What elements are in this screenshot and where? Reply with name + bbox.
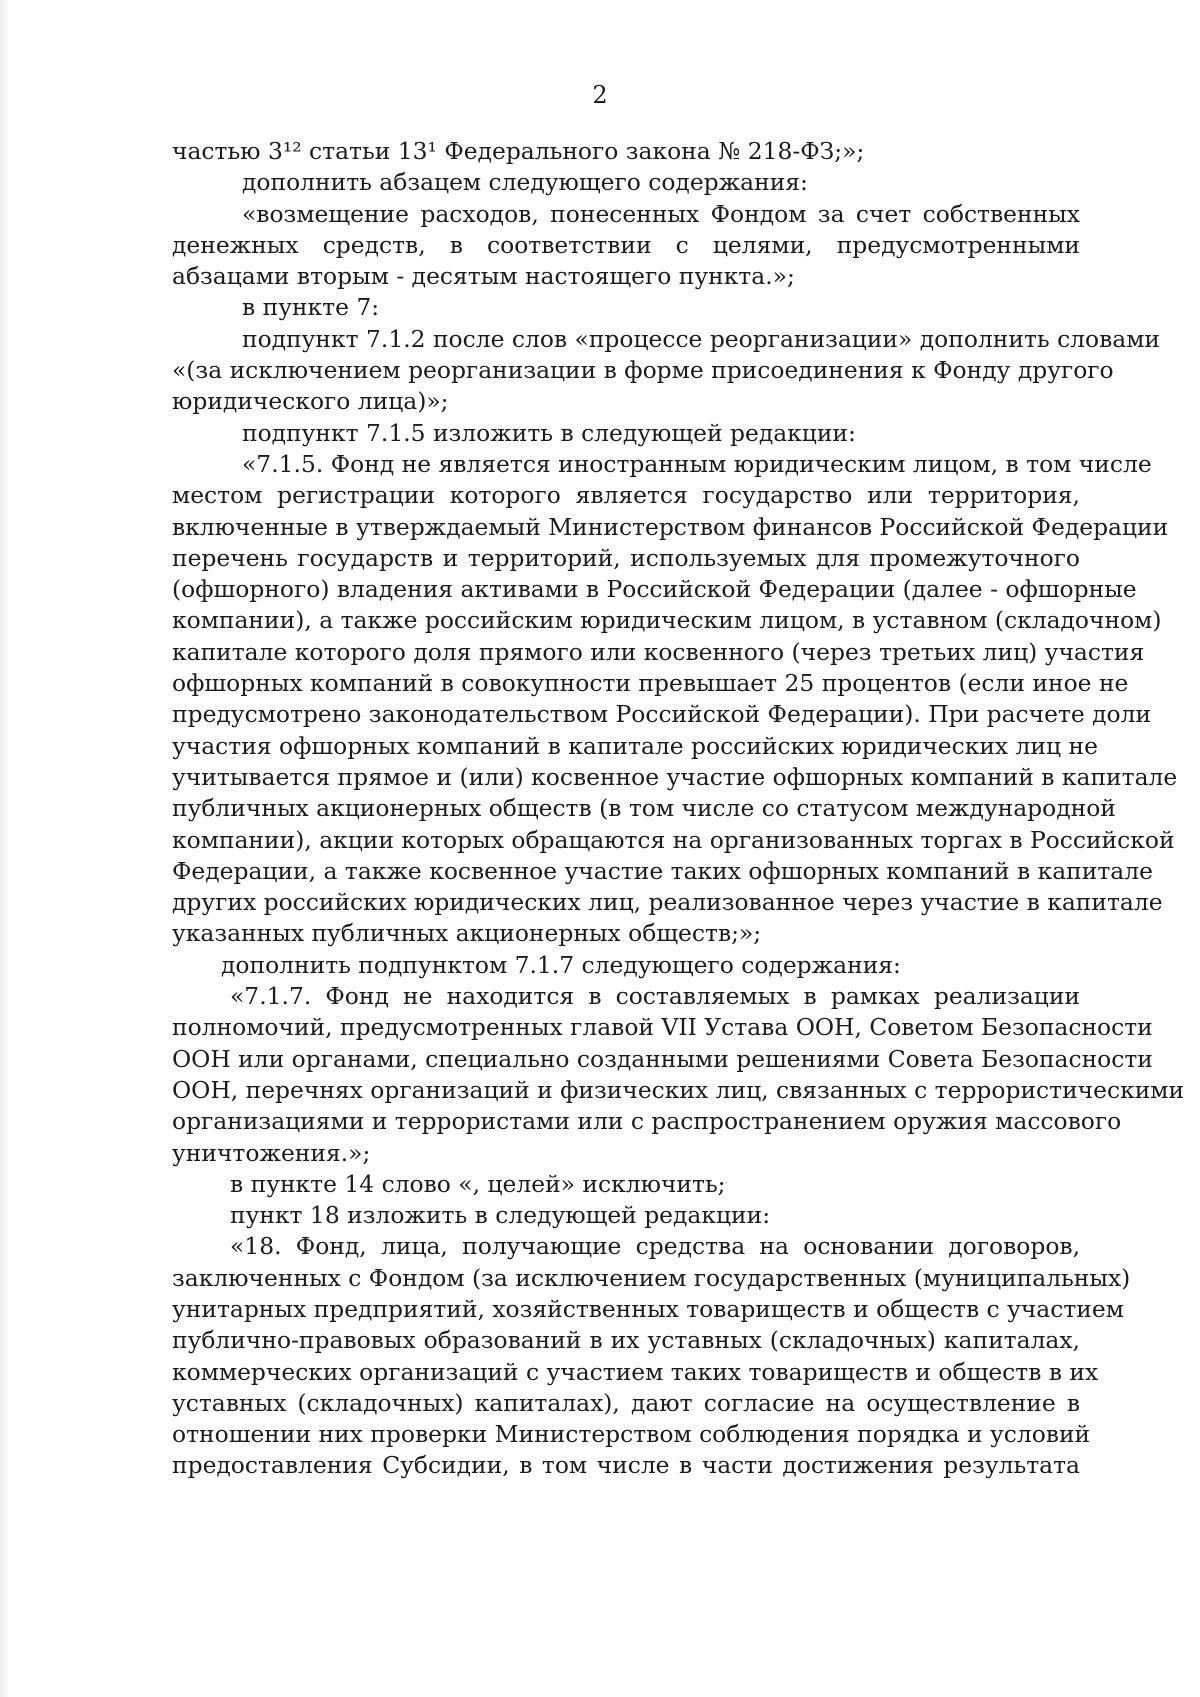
text-line: пункт 18 изложить в следующей редакции: — [230, 1201, 771, 1230]
text-line: включенные в утверждаемый Министерством финансов Российской Федерации — [172, 512, 1169, 541]
text-line: перечень государств и территорий, используемых для промежуточного — [172, 543, 1080, 572]
text-line: частью 3¹² статьи 13¹ Федерального закона № 218-ФЗ;»; — [172, 137, 865, 165]
text-line: капитале которого доля прямого или косвенного (через третьих лиц) участия — [172, 637, 1145, 666]
text-line: предусмотрено законодательством Российской Федерации). При расчете доли — [172, 700, 1152, 729]
text-line: публичных акционерных обществ (в том числе со статусом международной — [172, 794, 1116, 823]
text-line: Федерации, а также косвенное участие таких офшорных компаний в капитале — [172, 856, 1153, 885]
text-line: «7.1.7. Фонд не находится в составляемых в рамках реализации — [230, 982, 1080, 1011]
text-line: (офшорного) владения активами в Российской Федерации (далее - офшорные — [172, 575, 1137, 604]
text-line: заключенных с Фондом (за исключением государственных (муниципальных) — [172, 1263, 1131, 1292]
text-line: «возмещение расходов, понесенных Фондом за счет собственных — [242, 199, 1080, 228]
text-line: отношении них проверки Министерством соблюдения порядка и условий — [172, 1420, 1091, 1449]
text-line: подпункт 7.1.2 после слов «процессе реорганизации» дополнить словами — [242, 324, 1161, 353]
text-line: юридического лица)»; — [172, 387, 449, 416]
text-line: ООН, перечнях организаций и физических лиц, связанных с террористическими — [172, 1075, 1185, 1104]
text-line: абзацами вторым - десятым настоящего пункта.»; — [172, 262, 795, 291]
text-line: местом регистрации которого является государство или территория, — [172, 481, 1080, 510]
text-line: компании), акции которых обращаются на организованных торгах в Российской — [172, 825, 1175, 854]
text-line: «7.1.5. Фонд не является иностранным юридическим лицом, в том числе — [242, 449, 1152, 478]
scan-edge — [0, 0, 10, 1697]
page-number: 2 — [592, 81, 608, 109]
text-line: уничтожения.»; — [172, 1138, 371, 1167]
text-line: «18. Фонд, лица, получающие средства на основании договоров, — [230, 1232, 1080, 1261]
text-line: денежных средств, в соответствии с целями, предусмотренными — [172, 230, 1080, 259]
text-line: в пункте 7: — [242, 293, 380, 322]
text-line: коммерческих организаций с участием таких товариществ и обществ в их — [172, 1357, 1099, 1386]
text-line: в пункте 14 слово «, целей» исключить; — [230, 1169, 726, 1198]
text-line: унитарных предприятий, хозяйственных товариществ и обществ с участием — [172, 1294, 1124, 1323]
text-line: предоставления Субсидии, в том числе в части достижения результата — [172, 1451, 1080, 1480]
text-line: дополнить абзацем следующего содержания: — [242, 168, 808, 197]
text-line: указанных публичных акционерных обществ;»; — [172, 919, 762, 948]
text-line: ООН или органами, специально созданными решениями Совета Безопасности — [172, 1044, 1153, 1073]
text-line: учитывается прямое и (или) косвенное участие офшорных компаний в капитале — [172, 762, 1178, 791]
text-line: организациями и террористами или с распространением оружия массового — [172, 1107, 1122, 1136]
document-body — [172, 136, 1185, 1482]
text-line: полномочий, предусмотренных главой VII Устава ООН, Советом Безопасности — [172, 1013, 1153, 1042]
text-line: подпункт 7.1.5 изложить в следующей редакции: — [242, 418, 856, 447]
text-line: участия офшорных компаний в капитале российских юридических лиц не — [172, 731, 1098, 760]
text-line: публично-правовых образований в их уставных (складочных) капиталах, — [172, 1326, 1080, 1355]
text-line: дополнить подпунктом 7.1.7 следующего содержания: — [221, 950, 901, 979]
text-line: офшорных компаний в совокупности превышает 25 процентов (если иное не — [172, 669, 1129, 698]
text-line: уставных (складочных) капиталах), дают согласие на осуществление в — [172, 1388, 1080, 1417]
text-line: других российских юридических лиц, реализованное через участие в капитале — [172, 888, 1163, 917]
text-line: компании), а также российским юридическим лицом, в уставном (складочном) — [172, 606, 1162, 635]
text-line: «(за исключением реорганизации в форме присоединения к Фонду другого — [172, 356, 1114, 385]
